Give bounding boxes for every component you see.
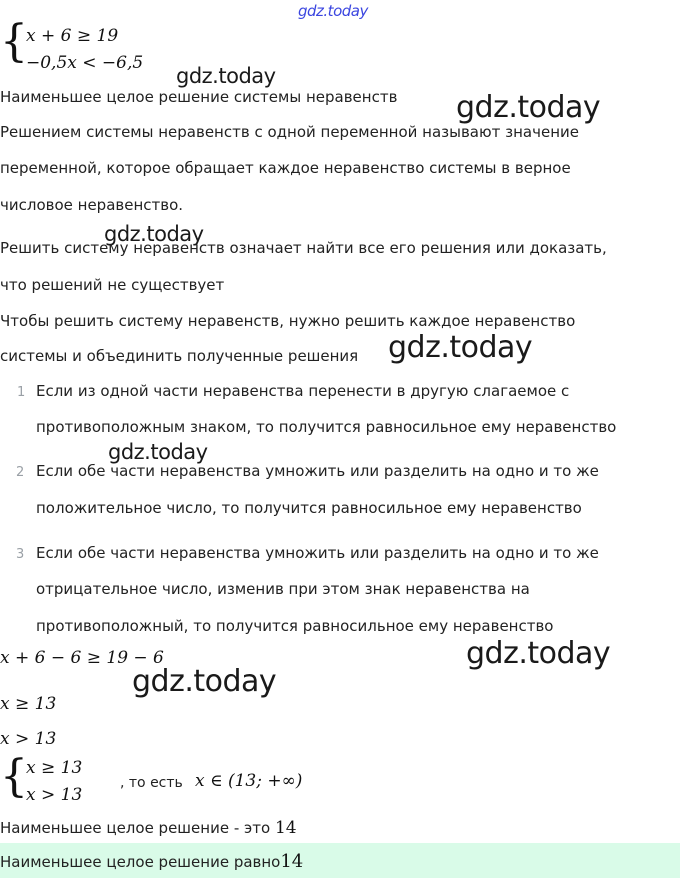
answer-value: 14 [280,851,304,872]
step-1: x + 6 − 6 ≥ 19 − 6 [0,648,164,668]
solve-definition-line: что решений не существует [0,276,225,294]
left-brace: { [0,751,28,802]
conclusion-text [0,818,297,838]
step-3: x > 13 [0,729,57,749]
rule-line: противоположным знаком, то получится равносильное ему неравенство [36,418,617,436]
rule-number: 1 [17,385,26,400]
rule-line: отрицательное число, изменив при этом знак неравенства на [36,580,530,598]
system2-line-1: x ≥ 13 [26,758,83,778]
that-is-label: , то есть [120,775,183,791]
rule-number: 2 [16,465,25,480]
heading: Наименьшее целое решение системы неравенств [0,88,398,106]
rule-line: Если обе части неравенства умножить или разделить на одно и то же [36,462,599,480]
conclusion-value: 14 [274,818,297,838]
watermark: gdz.today [298,2,368,20]
interval-result: x ∈ (13; +∞) [195,771,303,791]
watermark: gdz.today [104,222,204,246]
watermark: gdz.today [456,90,601,125]
howto-line: Чтобы решить систему неравенств, нужно решить каждое неравенство [0,312,576,330]
system2-line-2: x > 13 [26,785,83,805]
watermark: gdz.today [108,440,208,464]
rule-line: положительное число, то получится равносильное ему неравенство [36,499,582,517]
system-line-1: x + 6 ≥ 19 [26,26,119,46]
definition-line: числовое неравенство. [0,196,184,214]
watermark: gdz.today [132,664,277,699]
howto-line: системы и объединить полученные решения [0,347,359,365]
rule-line: противоположный, то получится равносильное ему неравенство [36,617,554,635]
step-2: x ≥ 13 [0,694,57,714]
definition-line: переменной, которое обращает каждое неравенство системы в верное [0,159,571,177]
rule-number: 3 [16,547,25,562]
conclusion-label: Наименьшее целое решение - это [0,819,271,837]
watermark: gdz.today [176,64,276,88]
watermark: gdz.today [466,636,611,671]
system-line-2: −0,5x < −6,5 [26,53,144,73]
definition-line: Решением системы неравенств с одной переменной называют значение [0,123,579,141]
rule-line: Если из одной части неравенства перенести в другую слагаемое с [36,382,570,400]
answer-label: Наименьшее целое решение равно [0,853,281,871]
solve-definition-line: Решить систему неравенств означает найти все его решения или доказать, [0,239,607,257]
rule-line: Если обе части неравенства умножить или разделить на одно и то же [36,544,599,562]
left-brace: { [0,16,28,67]
watermark: gdz.today [388,330,533,365]
answer-text [0,851,303,872]
